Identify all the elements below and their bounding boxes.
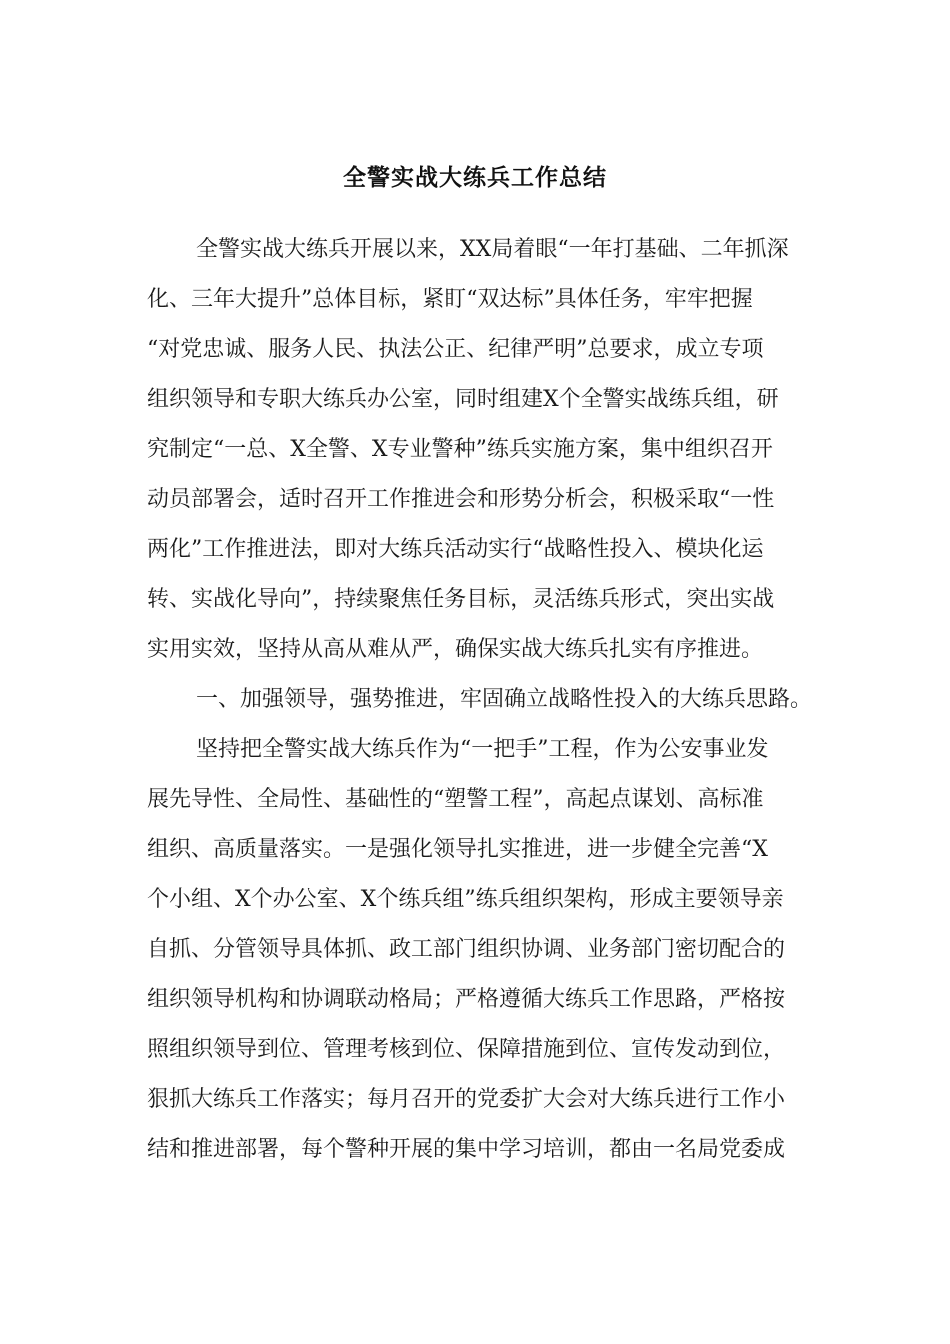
paragraph-line: 组织、高质量落实。一是强化领导扎实推进，进一步健全完善“X	[147, 837, 768, 862]
paragraph-line: 究制定“一总、X全警、X专业警种”练兵实施方案，集中组织召开	[147, 437, 773, 462]
paragraph-line: 展先导性、全局性、基础性的“塑警工程”，高起点谋划、高标准	[147, 787, 764, 812]
paragraph-line: 实用实效，坚持从高从难从严，确保实战大练兵扎实有序推进。	[147, 637, 764, 662]
paragraph-line: 狠抓大练兵工作落实；每月召开的党委扩大会对大练兵进行工作小	[147, 1087, 786, 1112]
paragraph-line: 自抓、分管领导具体抓、政工部门组织协调、业务部门密切配合的	[147, 937, 786, 962]
paragraph-line: 个小组、X个办公室、X个练兵组”练兵组织架构，形成主要领导亲	[147, 887, 784, 912]
paragraph-line: 坚持把全警实战大练兵作为“一把手”工程，作为公安事业发	[196, 737, 769, 762]
document-title: 全警实战大练兵工作总结	[343, 165, 607, 191]
paragraph-line: 动员部署会，适时召开工作推进会和形势分析会，积极采取“一性	[147, 487, 775, 512]
paragraph-line: “对党忠诚、服务人民、执法公正、纪律严明”总要求，成立专项	[147, 337, 764, 362]
paragraph-line: 组织领导机构和协调联动格局；严格遵循大练兵工作思路，严格按	[147, 987, 786, 1012]
paragraph-line: 全警实战大练兵开展以来，XX局着眼“一年打基础、二年抓深	[196, 237, 789, 262]
paragraph-line: 化、三年大提升”总体目标，紧盯“双达标”具体任务，牢牢把握	[147, 287, 753, 312]
section-heading: 一、加强领导，强势推进，牢固确立战略性投入的大练兵思路。	[196, 687, 813, 712]
paragraph-line: 组织领导和专职大练兵办公室，同时组建X个全警实战练兵组，研	[147, 387, 779, 412]
paragraph-line: 结和推进部署，每个警种开展的集中学习培训，都由一名局党委成	[147, 1137, 786, 1162]
paragraph-line: 两化”工作推进法，即对大练兵活动实行“战略性投入、模块化运	[147, 537, 764, 562]
paragraph-line: 照组织领导到位、管理考核到位、保障措施到位、宣传发动到位，	[147, 1037, 786, 1062]
paragraph-line: 转、实战化导向”，持续聚焦任务目标，灵活练兵形式，突出实战	[147, 587, 775, 612]
